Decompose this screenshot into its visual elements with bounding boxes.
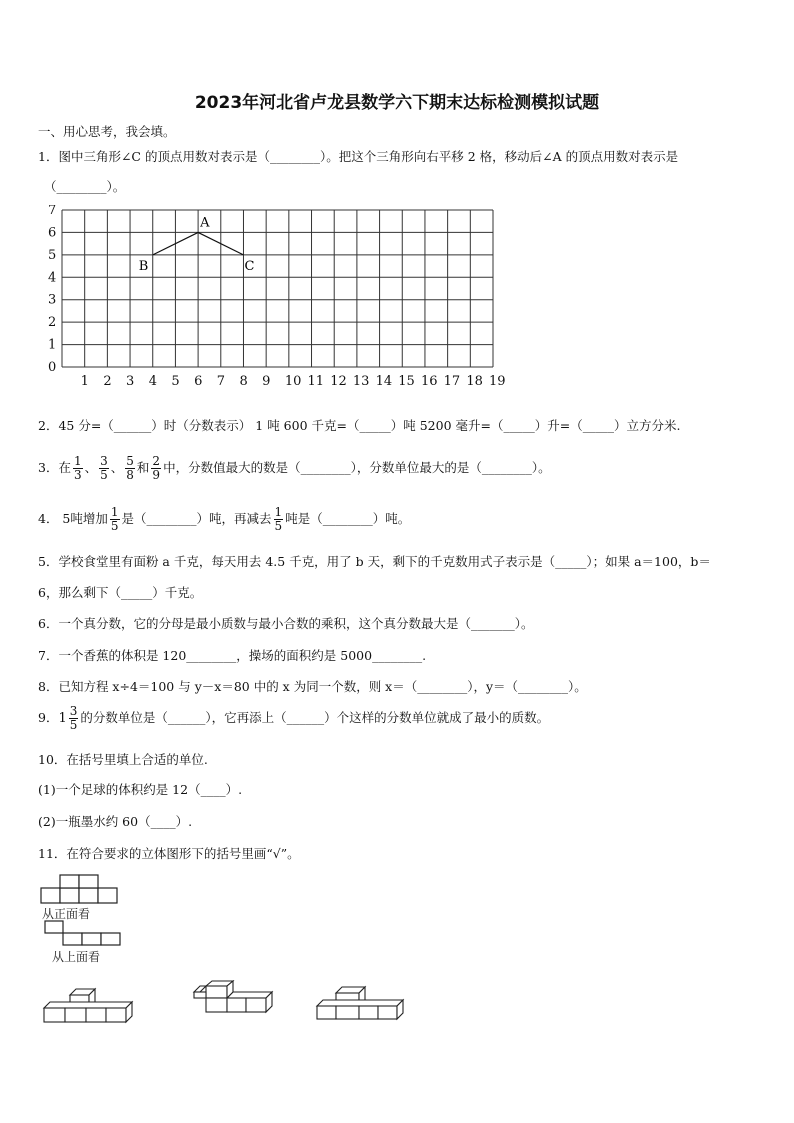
- question-7: 7．一个香蕉的体积是 120________，操场的面积约是 5000________.: [38, 648, 427, 663]
- x-tick-label: 17: [443, 374, 461, 389]
- point-a-label: A: [200, 215, 210, 231]
- top-view-figure: [44, 920, 126, 948]
- fraction: $\frac{1}{5}$: [110, 505, 119, 533]
- fraction: $\frac{5}{8}$: [126, 454, 134, 482]
- y-tick-label: 5: [48, 247, 57, 263]
- y-tick-label: 6: [48, 225, 57, 241]
- point-b-label: B: [138, 258, 149, 274]
- y-tick-label: 0: [48, 360, 57, 375]
- point-c-label: C: [244, 258, 255, 274]
- solid-option-3: [315, 983, 407, 1023]
- x-tick-label: 14: [375, 374, 393, 389]
- fraction: $\frac{1}{5}$: [274, 505, 283, 533]
- section-heading: 一、用心思考，我会填。: [38, 124, 176, 139]
- question-3: 3．在 $\frac{1}{3}$ 、 $\frac{3}{5}$ 、 $\frac{5}{8}$ 和 $\frac{2}{9}$ 中，分数值最大的数是（________），分数单位最大的是（________）。: [38, 454, 551, 482]
- question-10-stem: 10．在括号里填上合适的单位.: [38, 752, 208, 767]
- x-tick-label: 18: [466, 374, 483, 389]
- x-tick-label: 9: [262, 374, 271, 389]
- question-5-line-1: 5．学校食堂里有面粉 a 千克，每天用去 4.5 千克，用了 b 天，剩下的千克数用式子表示是（_____）；如果 a＝100，b＝: [38, 554, 711, 569]
- x-tick-label: 15: [398, 374, 415, 389]
- x-tick-label: 8: [239, 374, 248, 389]
- fraction: $\frac{1}{3}$: [73, 454, 82, 482]
- x-tick-label: 10: [284, 374, 302, 389]
- question-1-line-1: 1．图中三角形∠C 的顶点用数对表示是（________）。把这个三角形向右平移 2 格，移动后∠A 的顶点用数对表示是: [38, 149, 679, 164]
- x-tick-label: 6: [194, 374, 203, 389]
- question-11: 11．在符合要求的立体图形下的括号里画“√”。: [38, 846, 300, 861]
- x-tick-label: 4: [148, 374, 158, 389]
- y-tick-label: 4: [48, 270, 57, 286]
- y-tick-label: 1: [48, 337, 57, 353]
- x-tick-label: 19: [489, 374, 506, 389]
- x-tick-label: 3: [126, 374, 135, 389]
- question-5-line-2: 6，那么剩下（_____）千克。: [38, 585, 203, 600]
- x-tick-label: 16: [420, 374, 438, 389]
- question-4: 4． 5吨增加 $\frac{1}{5}$ 是（________）吨，再减去 $\frac{1}{5}$ 吨是（________）吨。: [38, 505, 411, 533]
- solid-option-2: [190, 980, 276, 1018]
- fraction: $\frac{2}{9}$: [152, 454, 161, 482]
- top-view-label: 从上面看: [52, 950, 101, 964]
- x-tick-label: 1: [80, 374, 89, 389]
- front-view-label: 从正面看: [42, 907, 91, 921]
- coordinate-grid: [36, 205, 506, 390]
- x-tick-label: 5: [171, 374, 180, 389]
- question-8: 8．已知方程 x÷4＝100 与 y－x＝80 中的 x 为同一个数，则 x＝（________），y＝（________）。: [38, 679, 587, 694]
- question-2: 2．45 分=（______）时（分数表示） 1 吨 600 千克=（_____）吨 5200 毫升=（_____）升=（_____）立方分米.: [38, 418, 681, 433]
- fraction: $\frac{3}{5}$: [100, 454, 108, 482]
- x-tick-label: 2: [103, 374, 112, 389]
- solid-option-1: [40, 985, 140, 1027]
- x-tick-label: 7: [216, 374, 226, 389]
- x-tick-label: 13: [352, 374, 370, 389]
- y-tick-label: 3: [48, 292, 57, 308]
- page-title: 2023年河北省卢龙县数学六下期末达标检测模拟试题: [194, 93, 600, 113]
- y-tick-label: 7: [48, 205, 57, 218]
- question-10-sub-2: (2)一瓶墨水约 60（____）.: [38, 814, 193, 829]
- x-tick-label: 12: [330, 374, 347, 389]
- front-view-figure: [40, 874, 122, 906]
- question-10-sub-1: (1)一个足球的体积约是 12（____）.: [38, 782, 243, 797]
- y-tick-label: 2: [48, 315, 57, 331]
- question-1-line-2: （________）。: [44, 179, 126, 194]
- question-9: 9．1 $\frac{3}{5}$ 的分数单位是（______），它再添上（______）个这样的分数单位就成了最小的质数。: [38, 704, 550, 732]
- x-tick-label: 11: [307, 374, 325, 389]
- fraction: $\frac{3}{5}$: [69, 704, 78, 732]
- question-6: 6．一个真分数，它的分母是最小质数与最小合数的乘积，这个真分数最大是（_______）。: [38, 616, 534, 631]
